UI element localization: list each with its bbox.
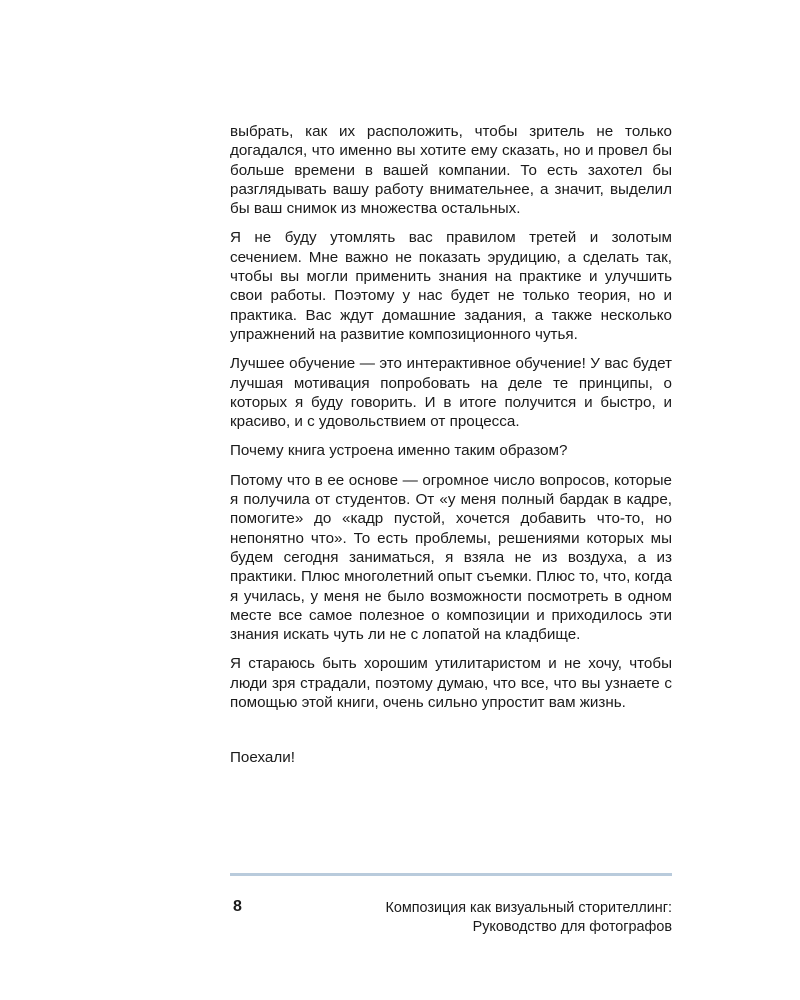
running-title xyxy=(312,899,672,936)
paragraph-4: Почему книга устроена именно таким образом? xyxy=(230,442,568,460)
page-number: 8 xyxy=(233,898,242,915)
running-title-line-2: Руководство для фотографов xyxy=(472,918,672,935)
paragraph-5: Потому что в ее основе — огромное число вопросов, которые я получила от студентов. От «у меня полный бардак в кадре, помогите» до «кадр пустой, хочется добавить что-то, но непонятно что». То есть проблемы, решениями которых мы будем сегодня заниматься, я взяла не из воздуха, а из практики. Плюс многолетний опыт съемки. Плюс то, что, когда я училась, у меня не было возможности посмотреть в одном месте все самое полезное о композиции и приходилось эти знания искать чуть ли не с лопатой на кладбище. xyxy=(230,471,672,644)
paragraph-1: выбрать, как их расположить, чтобы зритель не только догадался, что именно вы хотите ему сказать, но и провел бы больше времени в вашей компании. То есть захотел бы разглядывать вашу работу внимательнее, а значит, выделил бы ваш снимок из множества остальных. xyxy=(230,123,672,218)
footer-divider xyxy=(230,873,672,876)
paragraph-2: Я не буду утомлять вас правилом третей и золотым сечением. Мне важно не показать эрудицию, а сделать так, чтобы вы могли применить знания на практике и улучшить свои работы. Поэтому у нас будет не только теория, но и практика. Вас ждут домашние задания, а также несколько упражнений на развитие композиционного чутья. xyxy=(230,229,672,343)
paragraph-6: Я стараюсь быть хорошим утилитаристом и не хочу, чтобы люди зря страдали, поэтому думаю, что все, что вы узнаете с помощью этой книги, очень сильно упростит вам жизнь. xyxy=(230,655,672,712)
paragraph-3: Лучшее обучение — это интерактивное обучение! У вас будет лучшая мотивация попробовать на деле те принципы, о которых я буду говорить. И в итоге получится и быстро, и красиво, и с удовольствием от процесса. xyxy=(230,355,672,431)
closing-line: Поехали! xyxy=(230,749,295,767)
page-body-text xyxy=(230,122,672,778)
running-title-line-1: Композиция как визуальный сторителлинг: xyxy=(385,900,672,916)
